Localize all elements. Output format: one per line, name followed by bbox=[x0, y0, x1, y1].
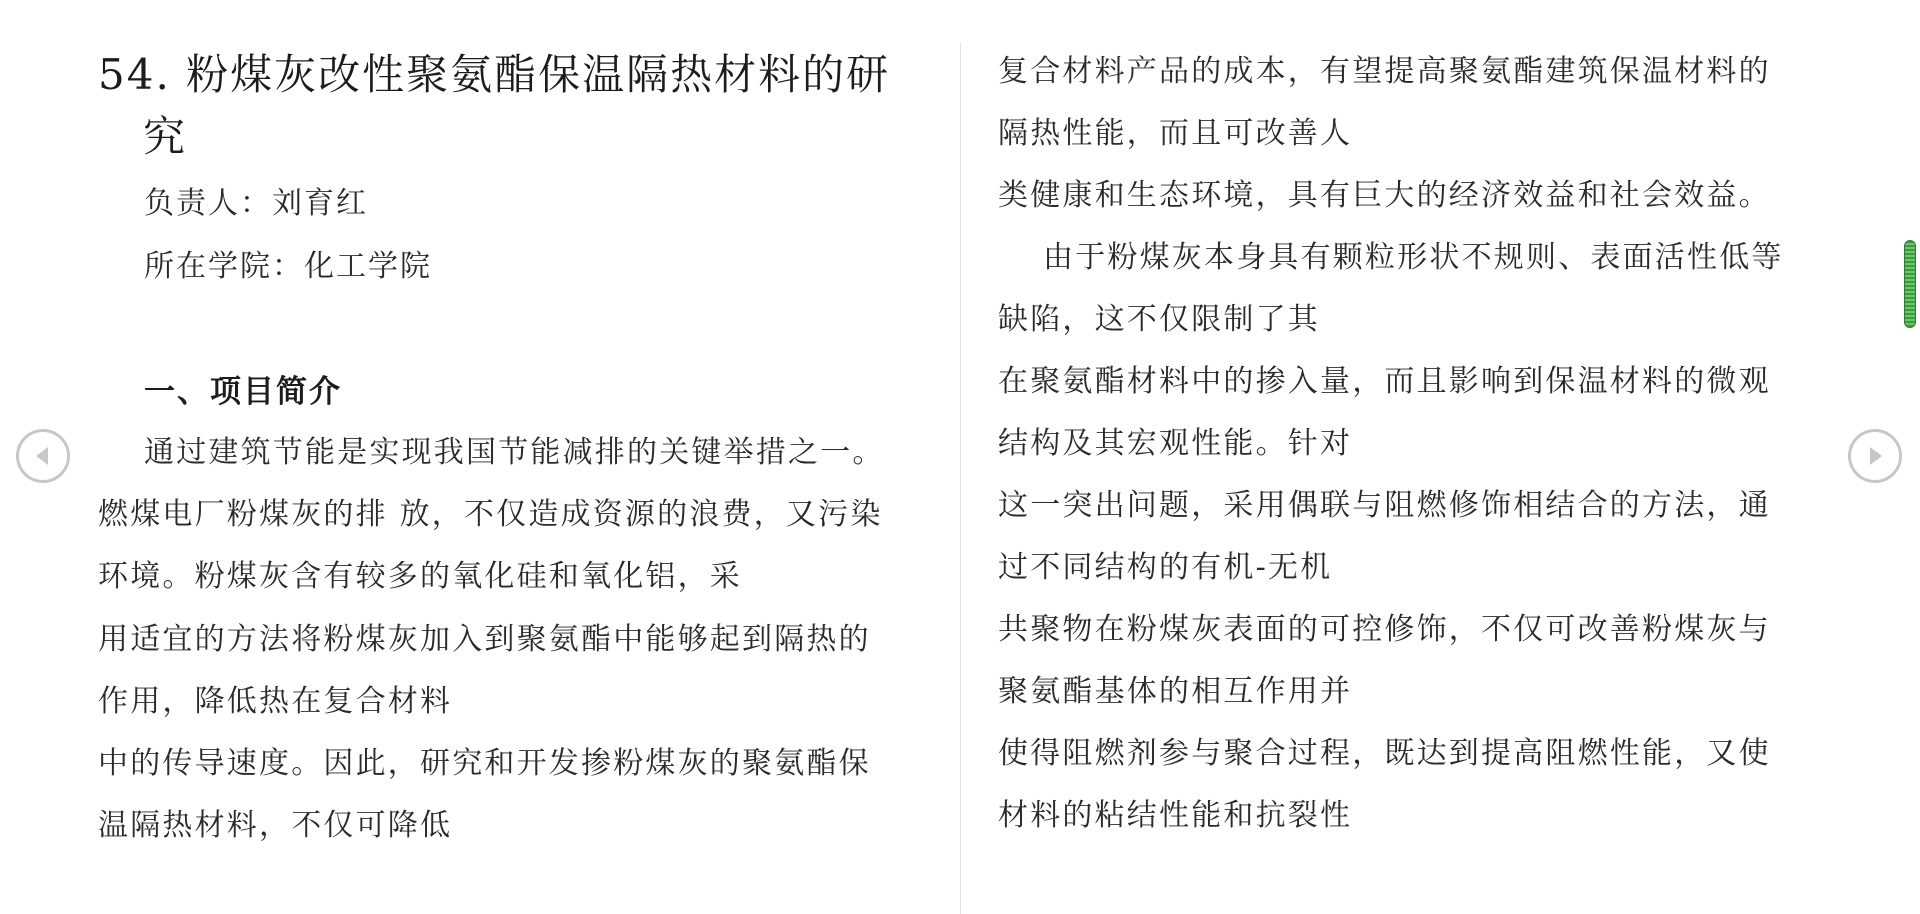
paragraph-line: 隔热性能，而且可改善人 bbox=[998, 116, 1353, 151]
section-heading: 一、项目简介 bbox=[144, 374, 342, 410]
paragraph-line: 由于粉煤灰本身具有颗粒形状不规则、表面活性低等 bbox=[1043, 240, 1784, 275]
paragraph-line: 这一突出问题，采用偶联与阻燃修饰相结合的方法，通 bbox=[998, 488, 1771, 523]
paragraph-line: 复合材料产品的成本，有望提高聚氨酯建筑保温材料的 bbox=[998, 54, 1771, 89]
paragraph-line: 作用，降低热在复合材料 bbox=[98, 684, 453, 719]
paragraph-line: 缺陷，这不仅限制了其 bbox=[998, 302, 1320, 337]
chevron-right-icon bbox=[1851, 432, 1899, 480]
paragraph-line: 结构及其宏观性能。针对 bbox=[998, 426, 1353, 461]
paragraph-line: 环境。粉煤灰含有较多的氧化硅和氧化铝，采 bbox=[98, 559, 742, 594]
paragraph-line: 在聚氨酯材料中的掺入量，而且影响到保温材料的微观 bbox=[998, 364, 1771, 399]
paragraph-line: 温隔热材料，不仅可降低 bbox=[98, 808, 453, 843]
paragraph-line: 过不同结构的有机-无机 bbox=[998, 550, 1333, 585]
document-title bbox=[98, 44, 918, 168]
title-line-2: 究 bbox=[143, 112, 188, 161]
chevron-left-icon bbox=[19, 432, 67, 480]
paragraph-line: 用适宜的方法将粉煤灰加入到聚氨酯中能够起到隔热的 bbox=[98, 622, 871, 657]
paragraph-line: 通过建筑节能是实现我国节能减排的关键举措之一。 bbox=[144, 435, 885, 470]
paragraph-line: 材料的粘结性能和抗裂性 bbox=[998, 798, 1353, 833]
paragraph-line: 燃煤电厂粉煤灰的排 放，不仅造成资源的浪费，又污染 bbox=[98, 497, 883, 532]
scrollbar-thumb[interactable] bbox=[1904, 240, 1916, 328]
paragraph-line: 中的传导速度。因此，研究和开发掺粉煤灰的聚氨酯保 bbox=[98, 746, 871, 781]
paragraph-line: 使得阻燃剂参与聚合过程，既达到提高阻燃性能，又使 bbox=[998, 736, 1771, 771]
paragraph-line: 聚氨酯基体的相互作用并 bbox=[998, 674, 1353, 709]
previous-page-button[interactable] bbox=[16, 429, 70, 483]
principal-investigator: 负责人：刘育红 bbox=[144, 186, 368, 221]
title-line-1: 54. 粉煤灰改性聚氨酯保温隔热材料的研 bbox=[98, 50, 891, 99]
next-page-button[interactable] bbox=[1848, 429, 1902, 483]
college-name: 所在学院：化工学院 bbox=[144, 249, 432, 284]
right-page bbox=[960, 0, 1920, 914]
paragraph-line: 类健康和生态环境，具有巨大的经济效益和社会效益。 bbox=[998, 178, 1771, 213]
paragraph-line: 共聚物在粉煤灰表面的可控修饰，不仅可改善粉煤灰与 bbox=[998, 612, 1771, 647]
